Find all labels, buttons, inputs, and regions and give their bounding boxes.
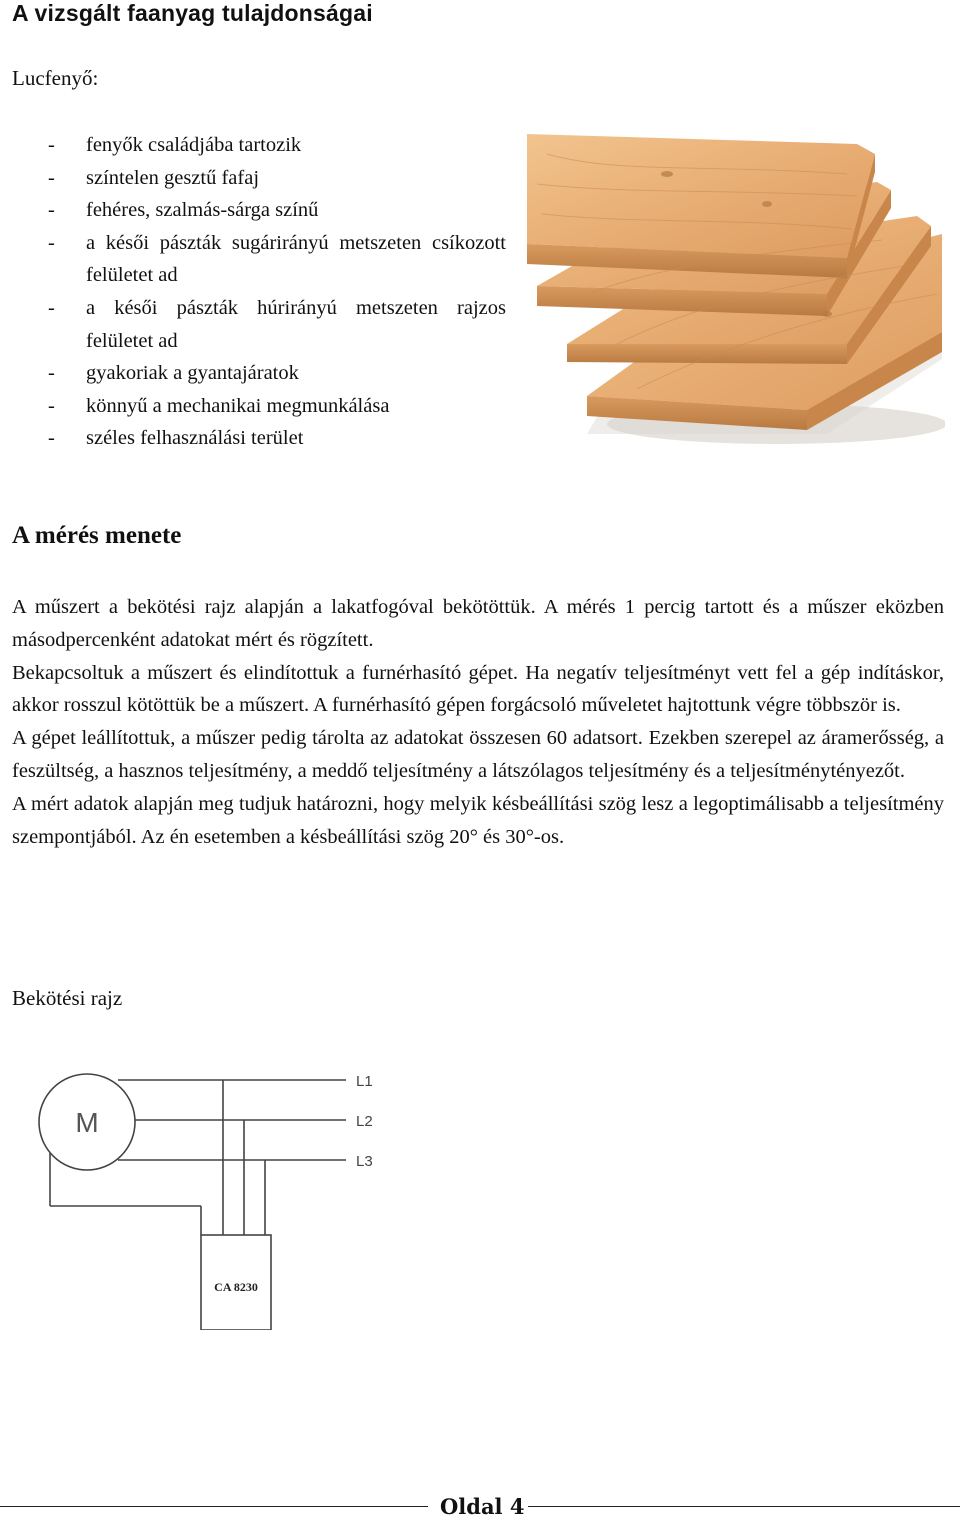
page-title: A vizsgált faanyag tulajdonságai <box>12 0 373 26</box>
list-item: - színtelen gesztű fafaj <box>48 162 506 195</box>
motor-label: M <box>75 1107 99 1138</box>
body-text <box>12 591 944 853</box>
list-item: - fenyők családjába tartozik <box>48 129 506 162</box>
phase-label: L3 <box>356 1153 373 1170</box>
wiring-diagram <box>30 1060 390 1330</box>
bullet-dash: - <box>48 231 55 254</box>
property-list <box>48 129 506 455</box>
bullet-dash: - <box>48 199 55 222</box>
bullet-dash: - <box>48 296 55 319</box>
phase-label: L1 <box>356 1073 373 1090</box>
species-label: Lucfenyő: <box>12 66 99 90</box>
list-item: - a késői pászták sugárirányú metszeten csíkozott felületet ad <box>48 227 506 292</box>
list-item: - könnyű a mechanikai megmunkálása <box>48 390 506 423</box>
footer-rule <box>0 1506 428 1507</box>
wood-boards-image <box>527 134 945 458</box>
paragraph: A mért adatok alapján meg tudjuk határozni, hogy melyik késbeállítási szög lesz a legoptimálisabb a teljesítmény szempontjából. Az én esetemben a késbeállítási szög 20° és 30°-os. <box>12 792 944 848</box>
list-item: - fehéres, szalmás-sárga színű <box>48 194 506 227</box>
bullet-dash: - <box>48 362 55 385</box>
bullet-dash: - <box>48 134 55 156</box>
section-title: A mérés menete <box>12 522 182 549</box>
diagram-label: Bekötési rajz <box>12 986 123 1010</box>
list-item: - széles felhasználási terület <box>48 422 506 455</box>
bullet-dash: - <box>48 427 55 450</box>
paragraph: A gépet leállítottuk, a műszer pedig tárolta az adatokat összesen 60 adatsort. Ezekben szerepel az áramerősség, a feszültség, a hasznos teljesítmény, a meddő teljesítmény a látszólagos teljesítmény és a teljesítménytényezőt. <box>12 727 944 782</box>
footer-rule <box>528 1506 960 1507</box>
page-number: Oldal 4 <box>440 1494 525 1519</box>
list-item: - gyakoriak a gyantajáratok <box>48 357 506 390</box>
list-item: - a késői pászták húrirányú metszeten rajzos felületet ad <box>48 292 506 357</box>
bullet-dash: - <box>48 394 55 417</box>
instrument-label: CA 8230 <box>214 1280 258 1294</box>
bullet-dash: - <box>48 166 55 189</box>
paragraph: Bekapcsoltuk a műszert és elindítottuk a furnérhasító gépet. Ha negatív teljesítményt vett fel a gép indításkor, akkor rosszul kötöttük be a műszert. A furnérhasító gépen forgácsoló műveletet hajtottunk végre többször is. <box>12 661 944 717</box>
paragraph: A műszert a bekötési rajz alapján a lakatfogóval bekötöttük. A mérés 1 percig tartott és a műszer eközben másodpercenként adatokat mért és rögzített. <box>12 596 944 651</box>
phase-label: L2 <box>356 1113 373 1130</box>
